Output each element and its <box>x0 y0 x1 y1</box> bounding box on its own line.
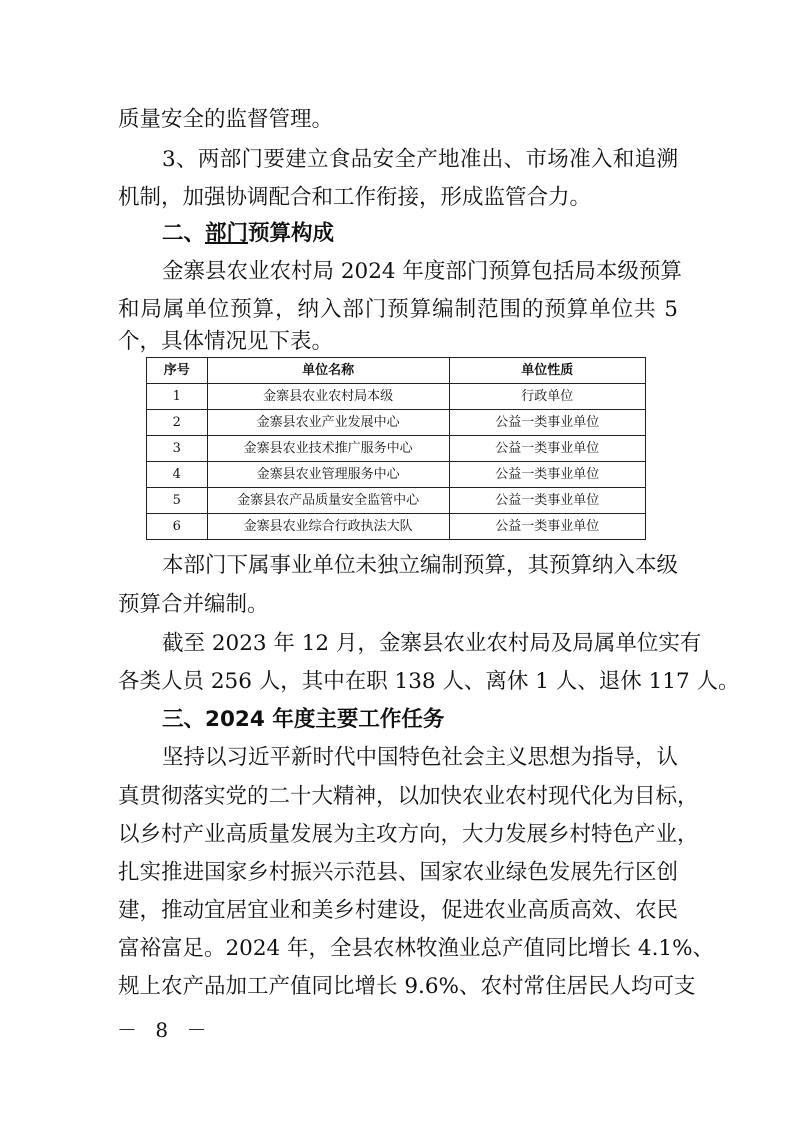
heading-prefix: 二、 <box>162 221 206 246</box>
table-row <box>147 384 646 410</box>
heading-underlined-text: 部门 <box>205 221 249 246</box>
table-cell: 金寨县农业产业发展中心 <box>207 410 449 436</box>
table-header-cell: 序号 <box>147 358 208 384</box>
table-header-cell: 单位名称 <box>207 358 449 384</box>
table-row <box>147 462 646 488</box>
table-header-row <box>147 358 646 384</box>
table-cell: 公益一类事业单位 <box>449 488 645 514</box>
paragraph-line: 本部门下属事业单位未独立编制预算，其预算纳入本级 <box>162 553 679 578</box>
table-cell: 4 <box>147 462 208 488</box>
table-row <box>147 514 646 540</box>
paragraph-line: 坚持以习近平新时代中国特色社会主义思想为指导，认 <box>162 745 679 770</box>
table-cell: 金寨县农业技术推广服务中心 <box>207 436 449 462</box>
budget-units-table <box>146 357 646 540</box>
paragraph-line: 个，具体情况见下表。 <box>118 329 334 354</box>
section-heading-budget-structure <box>162 214 722 254</box>
paragraph-line: 真贯彻落实党的二十大精神，以加快农业农村现代化为目标， <box>118 784 699 809</box>
table-row <box>147 488 646 514</box>
table-cell: 金寨县农产品质量安全监管中心 <box>207 488 449 514</box>
table-cell: 公益一类事业单位 <box>449 514 645 540</box>
table-cell: 公益一类事业单位 <box>449 410 645 436</box>
table-header-cell: 单位性质 <box>449 358 645 384</box>
paragraph-line: 截至 2023 年 12 月，金寨县农业农村局及局属单位实有 <box>162 631 702 656</box>
table-row <box>147 436 646 462</box>
table-cell: 1 <box>147 384 208 410</box>
table-cell: 金寨县农业管理服务中心 <box>207 462 449 488</box>
table-cell: 金寨县农业综合行政执法大队 <box>207 514 449 540</box>
section-heading-main-tasks: 三、2024 年度主要工作任务 <box>162 707 445 732</box>
paragraph-line: 3、两部门要建立食品安全产地准出、市场准入和追溯 <box>162 147 678 172</box>
table-cell: 行政单位 <box>449 384 645 410</box>
table-cell: 3 <box>147 436 208 462</box>
paragraph-line: 金寨县农业农村局 2024 年度部门预算包括局本级预算 <box>162 259 682 284</box>
paragraph-line: 机制，加强协调配合和工作衔接，形成监管合力。 <box>118 185 592 210</box>
paragraph-line: 和局属单位预算，纳入部门预算编制范围的预算单位共 5 <box>118 297 678 322</box>
paragraph-line: 规上农产品加工产值同比增长 9.6%、农村常住居民人均可支 <box>118 974 696 999</box>
paragraph-line: 建，推动宜居宜业和美乡村建设，促进农业高质高效、农民 <box>118 898 678 923</box>
table-cell: 5 <box>147 488 208 514</box>
paragraph-line: 富裕富足。2024 年，全县农林牧渔业总产值同比增长 4.1%、 <box>118 936 715 961</box>
page-number: － 8 － <box>117 1018 213 1042</box>
paragraph-line: 以乡村产业高质量发展为主攻方向，大力发展乡村特色产业， <box>118 822 699 847</box>
paragraph-line: 质量安全的监督管理。 <box>118 107 334 132</box>
table-cell: 公益一类事业单位 <box>449 436 645 462</box>
heading-suffix: 预算构成 <box>248 221 335 246</box>
table-cell: 2 <box>147 410 208 436</box>
table-cell: 金寨县农业农村局本级 <box>207 384 449 410</box>
table-cell: 公益一类事业单位 <box>449 462 645 488</box>
table-row <box>147 410 646 436</box>
table-cell: 6 <box>147 514 208 540</box>
paragraph-line: 各类人员 256 人，其中在职 138 人、离休 1 人、退休 117 人。 <box>118 669 740 694</box>
paragraph-line: 预算合并编制。 <box>118 592 269 617</box>
paragraph-line: 扎实推进国家乡村振兴示范县、国家农业绿色发展先行区创 <box>118 860 678 885</box>
